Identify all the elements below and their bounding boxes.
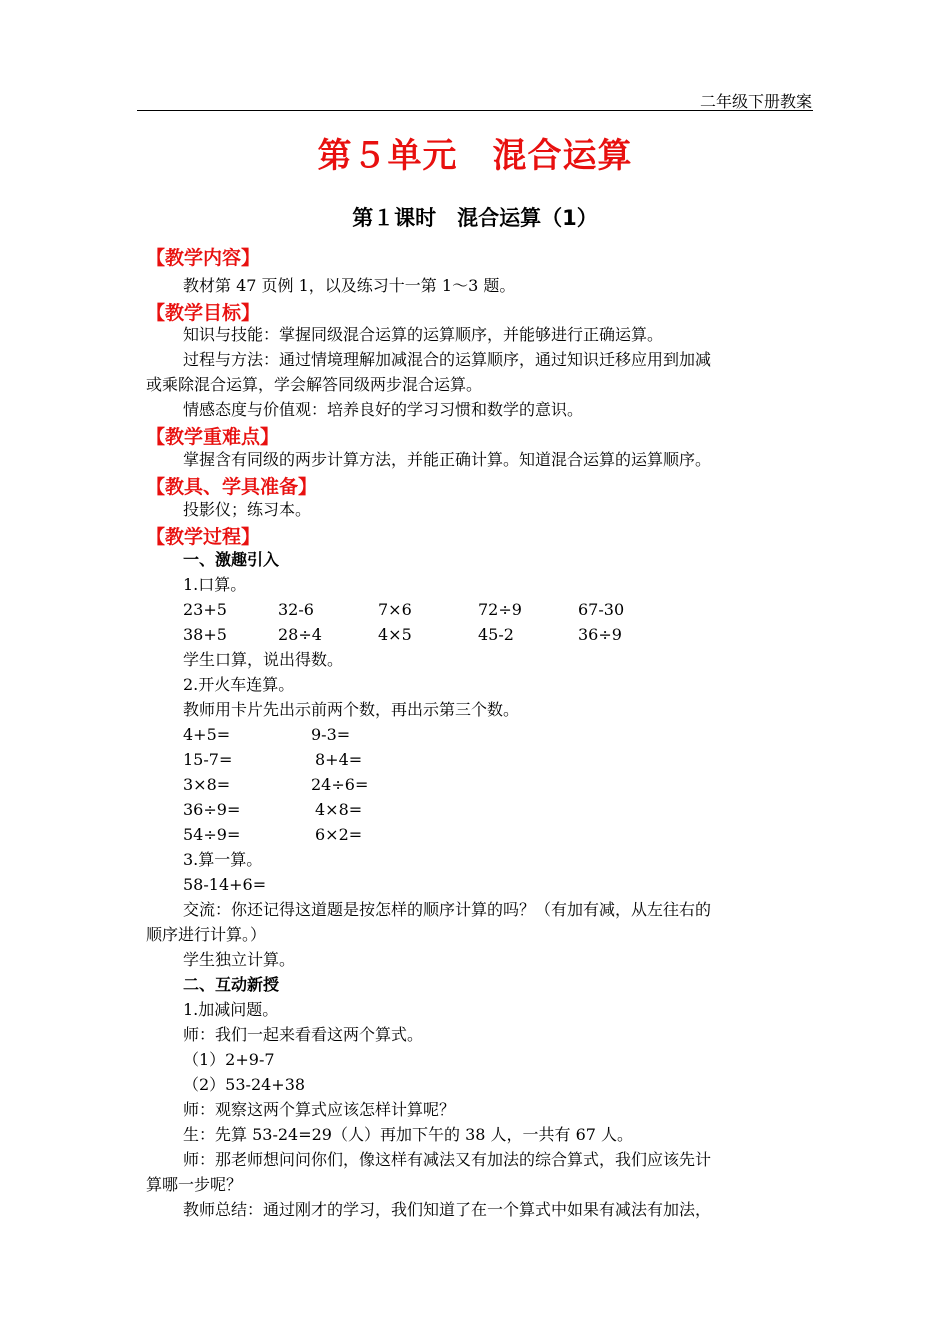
lesson-subtitle: 第１课时 混合运算（1）	[352, 206, 598, 230]
section-heading-content: 【教学内容】	[146, 247, 261, 269]
train-item: 6×2=	[315, 825, 363, 844]
oral-item: 38+5	[183, 625, 227, 644]
goal-attitude: 情感态度与价值观：培养良好的学习习惯和数学的意识。	[183, 400, 584, 419]
page-title: 第５单元 混合运算	[317, 136, 633, 176]
exchange-line1: 交流：你还记得这道题是按怎样的顺序计算的吗？（有加有减，从左往右的	[183, 900, 712, 919]
oral-item: 7×6	[378, 600, 412, 619]
train-description: 教师用卡片先出示前两个数，再出示第三个数。	[183, 700, 520, 719]
section-heading-process: 【教学过程】	[146, 526, 261, 548]
goal-knowledge: 知识与技能：掌握同级混合运算的运算顺序，并能够进行正确运算。	[183, 325, 664, 344]
calc-expression: 58-14+6=	[183, 875, 267, 894]
train-item: 4+5=	[183, 725, 231, 744]
oral-item: 28÷4	[278, 625, 322, 644]
section-heading-materials: 【教具、学具准备】	[146, 476, 318, 498]
train-item: 36÷9=	[183, 800, 241, 819]
oral-title: 1.口算。	[183, 575, 247, 594]
oral-item: 32-6	[278, 600, 314, 619]
key-points-line: 掌握含有同级的两步计算方法，并能正确计算。知道混合运算的运算顺序。	[183, 450, 712, 469]
calc-title: 3.算一算。	[183, 850, 263, 869]
train-item: 15-7=	[183, 750, 233, 769]
materials-line: 投影仪；练习本。	[183, 500, 312, 519]
student-line: 生：先算 53-24=29（人）再加下午的 38 人，一共有 67 人。	[183, 1125, 634, 1144]
teacher-line: 师：观察这两个算式应该怎样计算呢？	[183, 1100, 456, 1119]
train-title: 2.开火车连算。	[183, 675, 295, 694]
train-item: 54÷9=	[183, 825, 241, 844]
content-line: 教材第 47 页例 1，以及练习十一第 1～3 题。	[183, 276, 516, 295]
oral-item: 67-30	[578, 600, 625, 619]
train-item: 3×8=	[183, 775, 231, 794]
teacher-line: 师：我们一起来看看这两个算式。	[183, 1025, 424, 1044]
expression-1: （1）2+9-7	[183, 1050, 275, 1069]
addsub-title: 1.加减问题。	[183, 1000, 279, 1019]
independent-calc: 学生独立计算。	[183, 950, 296, 969]
expression-2: （2）53-24+38	[183, 1075, 306, 1094]
oral-item: 45-2	[478, 625, 514, 644]
teacher-summary: 教师总结：通过刚才的学习，我们知道了在一个算式中如果有减法有加法，	[183, 1200, 712, 1219]
train-item: 8+4=	[315, 750, 363, 769]
train-item: 9-3=	[311, 725, 351, 744]
oral-item: 4×5	[378, 625, 412, 644]
goal-process-line2: 或乘除混合运算，学会解答同级两步混合运算。	[146, 375, 483, 394]
teacher-line-cont: 算哪一步呢？	[146, 1175, 243, 1194]
train-item: 4×8=	[315, 800, 363, 819]
oral-item: 23+5	[183, 600, 227, 619]
teacher-line: 师：那老师想问问你们，像这样有减法又有加法的综合算式，我们应该先计	[183, 1150, 712, 1169]
header-divider	[137, 110, 813, 111]
goal-process-line1: 过程与方法：通过情境理解加减混合的运算顺序，通过知识迁移应用到加减	[183, 350, 712, 369]
oral-item: 36÷9	[578, 625, 622, 644]
train-item: 24÷6=	[311, 775, 369, 794]
exchange-line2: 顺序进行计算。）	[146, 925, 267, 944]
section-heading-goals: 【教学目标】	[146, 302, 261, 324]
oral-item: 72÷9	[478, 600, 522, 619]
oral-after: 学生口算，说出得数。	[183, 650, 344, 669]
section-heading-key-points: 【教学重难点】	[146, 426, 280, 448]
part-heading-new: 二、互动新授	[183, 975, 280, 994]
header-label: 二年级下册教案	[699, 92, 812, 111]
part-heading-intro: 一、激趣引入	[183, 550, 280, 569]
